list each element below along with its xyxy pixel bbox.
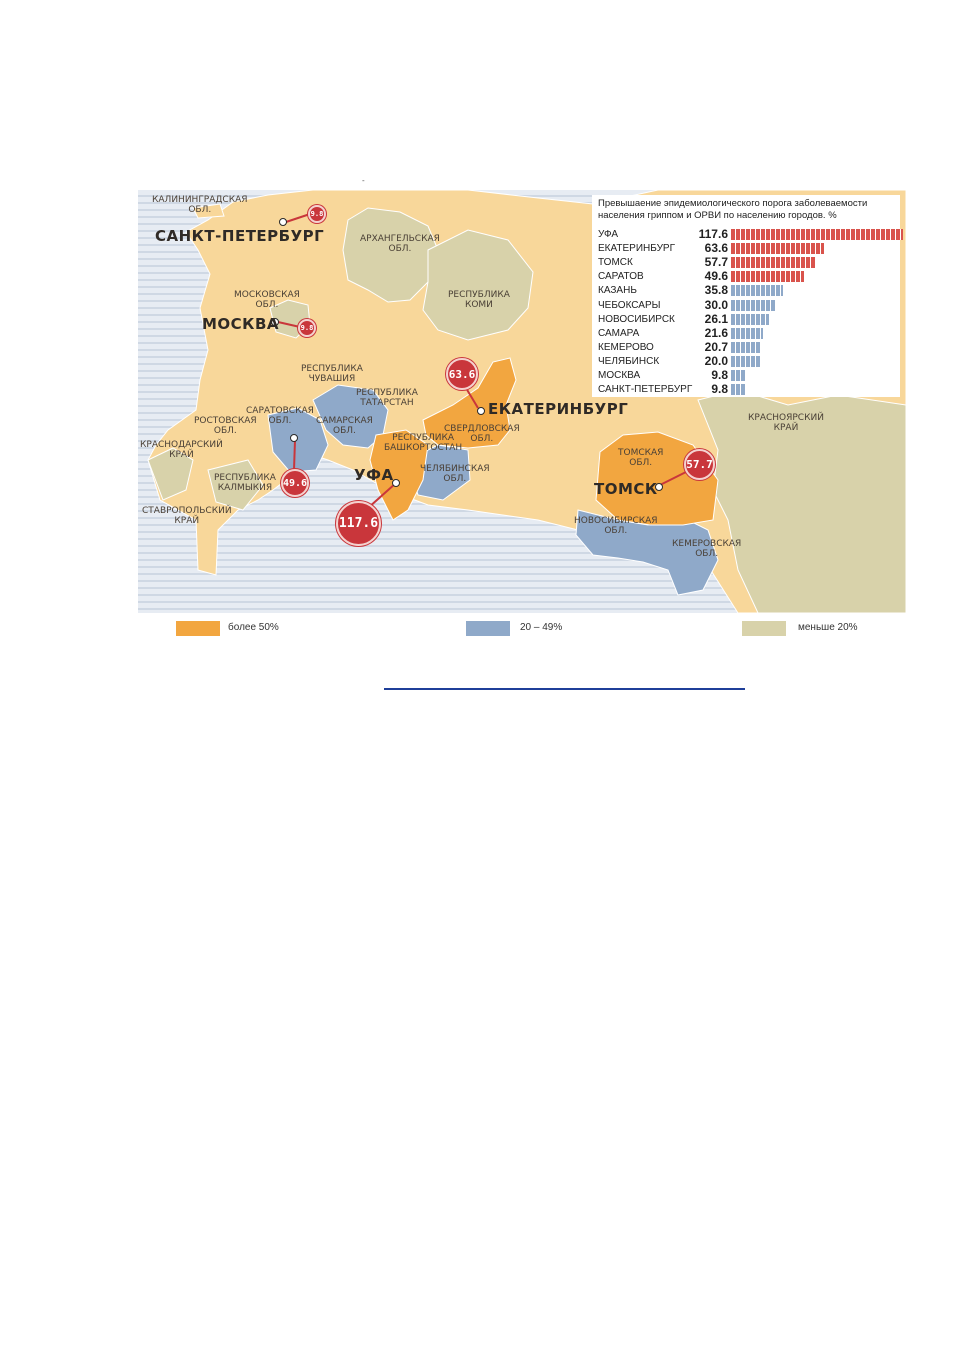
label-samara-obl: САМАРСКАЯ ОБЛ.	[316, 416, 373, 436]
legend-swatch-blue	[466, 621, 510, 636]
panel-row	[598, 313, 898, 326]
panel-row-city: САРАТОВ	[598, 271, 644, 283]
label-krasnodar: КРАСНОДАРСКИЙ КРАЙ	[140, 440, 223, 460]
panel-row-city: КАЗАНЬ	[598, 285, 637, 297]
panel-row-city: КЕМЕРОВО	[598, 341, 654, 353]
badge-spb: 9.8	[308, 205, 326, 223]
city-ekb: ЕКАТЕРИНБУРГ	[488, 400, 629, 418]
spb-dot	[279, 218, 287, 226]
panel-row-value: 9.8	[711, 368, 728, 382]
city-tomsk: ТОМСК	[594, 480, 658, 498]
panel-row-city: НОВОСИБИРСК	[598, 313, 675, 325]
legend-swatch-orange	[176, 621, 220, 636]
label-bashkortostan: РЕСПУБЛИКА БАШКОРТОСТАН	[384, 433, 463, 453]
label-kalmykia: РЕСПУБЛИКА КАЛМЫКИЯ	[214, 473, 276, 493]
panel-row-city: ЧЕБОКСАРЫ	[598, 299, 661, 311]
panel-row-bar	[731, 342, 761, 353]
panel-row-bar	[731, 356, 760, 367]
panel-row-bar	[731, 257, 815, 268]
label-tatarstan: РЕСПУБЛИКА ТАТАРСТАН	[356, 388, 418, 408]
link-underline	[384, 688, 745, 690]
panel-row-value: 57.7	[704, 255, 728, 270]
panel-row-value: 117.6	[698, 227, 728, 241]
panel-row-value: 63.6	[704, 241, 728, 256]
city-spb: САНКТ-ПЕТЕРБУРГ	[155, 227, 325, 245]
panel-row	[598, 228, 898, 241]
panel-row-value: 49.6	[704, 269, 728, 284]
panel-row-bar	[731, 300, 775, 311]
label-kaliningrad: КАЛИНИНГРАДСКАЯ ОБЛ.	[152, 195, 248, 215]
panel-row	[598, 284, 898, 297]
badge-ekb: 63.6	[446, 358, 478, 390]
panel-row-value: 35.8	[704, 283, 728, 298]
badge-ufa: 117.6	[336, 501, 381, 546]
panel-row-bar	[731, 370, 745, 381]
label-stavropol: СТАВРОПОЛЬСКИЙ КРАЙ	[142, 506, 232, 526]
panel-row-city: ЕКАТЕРИНБУРГ	[598, 243, 676, 255]
badge-saratov: 49.6	[281, 469, 309, 497]
panel-row-city: ТОМСК	[598, 257, 633, 269]
panel-row-city: САНКТ-ПЕТЕРБУРГ	[598, 384, 693, 396]
legend-label-khaki: меньше 20%	[798, 622, 858, 633]
badge-tomsk: 57.7	[684, 449, 715, 480]
city-ufa: УФА	[354, 466, 394, 484]
panel-row-city: САМАРА	[598, 327, 640, 339]
label-chuvashia: РЕСПУБЛИКА ЧУВАШИЯ	[301, 364, 363, 384]
top-mark: -	[362, 176, 365, 185]
badge-moscow: 9.8	[298, 319, 316, 337]
saratov-dot	[290, 434, 298, 442]
label-komi: РЕСПУБЛИКА КОМИ	[448, 290, 510, 310]
label-rostov: РОСТОВСКАЯ ОБЛ.	[194, 416, 257, 436]
label-saratov-obl: САРАТОВСКАЯ ОБЛ.	[246, 406, 314, 426]
panel-row-value: 21.6	[704, 325, 728, 340]
legend-label-orange: более 50%	[228, 622, 279, 633]
panel-row-value: 30.0	[704, 297, 728, 312]
city-moscow: МОСКВА	[202, 315, 279, 333]
panel-row	[598, 383, 898, 396]
panel-row-bar	[731, 229, 903, 240]
panel-row-bar	[731, 314, 769, 325]
panel-title: Превышаение эпидемиологического порога заболеваемости населения гриппом и ОРВИ по населению городов. %	[598, 198, 868, 221]
ekb-dot	[477, 407, 485, 415]
label-moscow-obl: МОСКОВСКАЯ ОБЛ.	[234, 290, 300, 310]
panel-row-value: 20.7	[704, 339, 728, 354]
label-krasnoyarsk: КРАСНОЯРСКИЙ КРАЙ	[748, 413, 824, 433]
panel-row	[598, 369, 898, 382]
stats-panel	[592, 195, 900, 397]
label-tomsk-obl: ТОМСКАЯ ОБЛ.	[618, 448, 664, 468]
panel-row	[598, 270, 898, 283]
panel-row-value: 20.0	[704, 353, 728, 368]
legend-label-blue: 20 – 49%	[520, 622, 563, 633]
legend-swatch-khaki	[742, 621, 786, 636]
label-arkhangelsk: АРХАНГЕЛЬСКАЯ ОБЛ.	[360, 234, 440, 254]
panel-row-city: МОСКВА	[598, 370, 641, 381]
panel-row-bar	[731, 243, 824, 254]
panel-row-value: 9.8	[711, 382, 728, 397]
panel-row-bar	[731, 328, 763, 339]
panel-row	[598, 299, 898, 312]
panel-row-bar	[731, 271, 804, 282]
panel-row	[598, 256, 898, 269]
panel-row-value: 26.1	[704, 311, 728, 326]
label-novosibirsk: НОВОСИБИРСКАЯ ОБЛ.	[574, 516, 658, 536]
label-kemerovo: КЕМЕРОВСКАЯ ОБЛ.	[672, 539, 742, 559]
label-sverdlovsk: СВЕРДЛОВСКАЯ ОБЛ.	[444, 424, 520, 444]
panel-row-bar	[731, 285, 783, 296]
panel-row	[598, 355, 898, 368]
panel-row-city: УФА	[598, 229, 619, 240]
panel-row	[598, 341, 898, 354]
panel-row	[598, 327, 898, 340]
panel-row-bar	[731, 384, 745, 395]
panel-row	[598, 242, 898, 255]
label-chelyabinsk: ЧЕЛЯБИНСКАЯ ОБЛ.	[420, 464, 490, 484]
panel-row-city: ЧЕЛЯБИНСК	[598, 355, 660, 367]
flu-map	[138, 190, 906, 613]
